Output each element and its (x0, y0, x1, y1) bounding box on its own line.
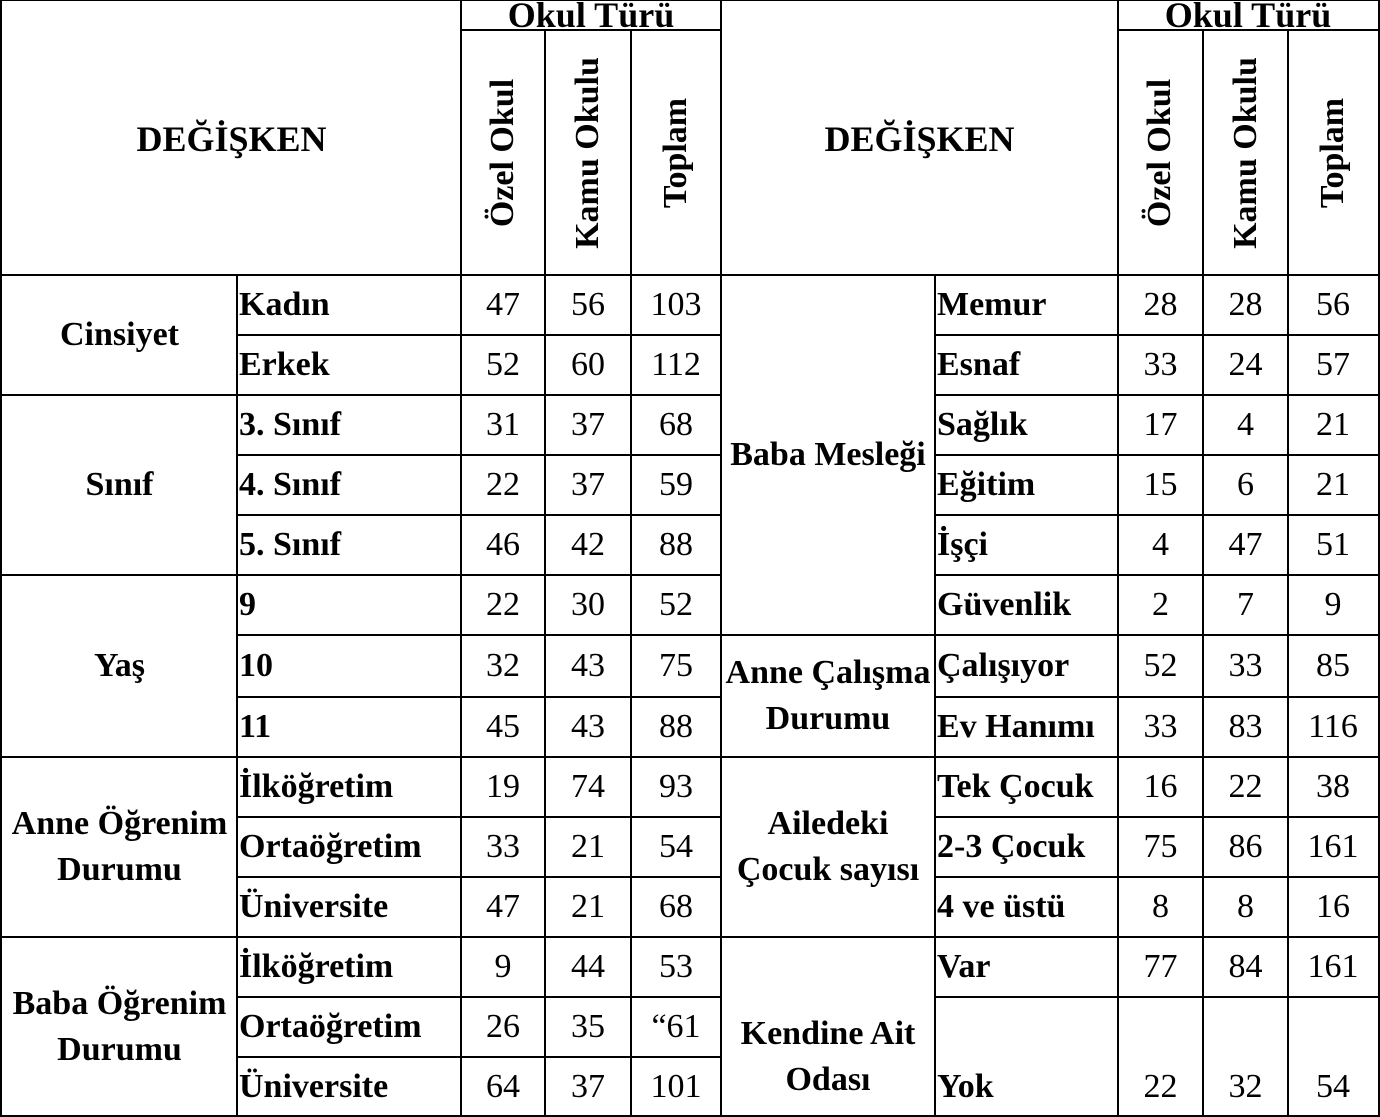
value-kamu-okulu: 32 (1228, 1068, 1263, 1105)
left-groups-group-name: Baba Öğrenim Durumu (12, 985, 227, 1068)
value-kamu-okulu: 21 (571, 888, 605, 925)
row-label: Sağlık (937, 406, 1028, 443)
row-label: Çalışıyor (937, 647, 1070, 684)
value-toplam: 161 (1307, 828, 1359, 865)
value-ozel-okul: 31 (486, 406, 520, 443)
row-label: 4. Sınıf (239, 466, 342, 503)
row-label: Memur (937, 286, 1047, 323)
value-kamu-okulu: 4 (1237, 406, 1254, 443)
left-groups-group-name: Cinsiyet (60, 316, 179, 353)
value-toplam: 103 (650, 286, 702, 323)
value-toplam: 52 (659, 586, 693, 623)
value-toplam: 68 (659, 888, 693, 925)
right-groups-group-name: Anne Çalışma Durumu (725, 654, 931, 737)
value-toplam: 93 (659, 768, 693, 805)
value-ozel-okul: 22 (486, 586, 520, 623)
value-toplam: 9 (1324, 586, 1342, 623)
degisken-header-right: DEĞİŞKEN (824, 119, 1015, 159)
row-label: Var (937, 948, 991, 985)
value-kamu-okulu: 56 (571, 286, 605, 323)
value-kamu-okulu: 21 (571, 828, 605, 865)
value-ozel-okul: 17 (1143, 406, 1178, 443)
okul-turu-header-left: Okul Türü (507, 0, 675, 35)
value-kamu-okulu: 37 (571, 1068, 605, 1105)
value-kamu-okulu: 47 (1228, 526, 1263, 563)
col-header-kamu-right-cell (1203, 30, 1288, 275)
row-label: Üniversite (239, 888, 389, 925)
right-groups-group-name: Ailedeki Çocuk sayısı (736, 805, 920, 888)
value-kamu-okulu: 6 (1237, 466, 1254, 503)
value-toplam: “61 (651, 1008, 701, 1045)
value-ozel-okul: 15 (1143, 466, 1178, 503)
value-ozel-okul: 8 (1152, 888, 1169, 925)
degisken-header-left: DEĞİŞKEN (136, 119, 327, 159)
value-ozel-okul: 4 (1152, 526, 1169, 563)
value-toplam: 161 (1307, 948, 1359, 985)
value-toplam: 75 (659, 647, 693, 684)
value-toplam: 53 (659, 948, 693, 985)
right-groups-group-name: Kendine Ait Odası (740, 1015, 916, 1098)
okul-turu-header-right: Okul Türü (1164, 0, 1332, 35)
value-kamu-okulu: 28 (1228, 286, 1263, 323)
value-kamu-okulu: 7 (1237, 586, 1254, 623)
value-ozel-okul: 26 (486, 1008, 520, 1045)
value-toplam: 59 (659, 466, 693, 503)
col-header-toplam-right-cell (1288, 30, 1378, 275)
value-kamu-okulu: 37 (571, 406, 605, 443)
value-ozel-okul: 45 (486, 708, 520, 745)
value-ozel-okul: 52 (486, 346, 520, 383)
row-label: Tek Çocuk (937, 768, 1094, 805)
value-toplam: 51 (1316, 526, 1350, 563)
value-ozel-okul: 64 (486, 1068, 520, 1105)
row-label: 10 (239, 647, 273, 684)
value-ozel-okul: 47 (486, 888, 520, 925)
row-label: 4 ve üstü (937, 888, 1066, 925)
row-label: 11 (239, 708, 272, 745)
value-kamu-okulu: 35 (571, 1008, 605, 1045)
value-ozel-okul: 33 (486, 828, 520, 865)
row-label: 5. Sınıf (239, 526, 342, 563)
left-groups-group-name: Sınıf (85, 466, 154, 503)
value-toplam: 88 (659, 708, 693, 745)
value-ozel-okul: 2 (1152, 586, 1169, 623)
value-ozel-okul: 47 (486, 286, 520, 323)
row-label: Esnaf (937, 346, 1021, 383)
row-label: Yok (937, 1068, 994, 1105)
col-header-kamu-left: Kamu Okulu (569, 56, 606, 249)
value-toplam: 88 (659, 526, 693, 563)
col-header-toplam-left: Toplam (657, 97, 695, 208)
row-label: 9 (239, 586, 256, 623)
value-toplam: 116 (1308, 708, 1358, 745)
row-label: Güvenlik (937, 586, 1072, 623)
row-label: İlköğretim (239, 768, 394, 805)
value-ozel-okul: 33 (1143, 708, 1178, 745)
value-kamu-okulu: 30 (571, 586, 605, 623)
value-ozel-okul: 22 (486, 466, 520, 503)
col-header-kamu-left-cell (545, 30, 631, 275)
left-groups-group-name: Yaş (93, 647, 146, 684)
row-label: Eğitim (937, 466, 1036, 503)
value-ozel-okul: 77 (1143, 948, 1178, 985)
value-toplam: 21 (1316, 466, 1350, 503)
value-toplam: 38 (1316, 768, 1350, 805)
value-toplam: 101 (650, 1068, 702, 1105)
right-groups-group-name: Baba Mesleği (730, 436, 926, 473)
row-label: Ortaöğretim (239, 828, 422, 865)
row-label: 2-3 Çocuk (937, 828, 1086, 865)
value-ozel-okul: 33 (1143, 346, 1178, 383)
value-ozel-okul: 32 (486, 647, 520, 684)
value-kamu-okulu: 8 (1237, 888, 1254, 925)
value-toplam: 85 (1316, 647, 1350, 684)
value-kamu-okulu: 84 (1228, 948, 1263, 985)
value-kamu-okulu: 42 (571, 526, 605, 563)
row-label: İşçi (937, 526, 988, 563)
col-header-ozel-right: Özel Okul (1141, 78, 1179, 227)
value-kamu-okulu: 83 (1228, 708, 1263, 745)
col-header-toplam-right: Toplam (1314, 97, 1352, 208)
value-ozel-okul: 9 (494, 948, 512, 985)
value-ozel-okul: 52 (1143, 647, 1178, 684)
row-label: Ortaöğretim (239, 1008, 422, 1045)
row-label: Erkek (239, 346, 330, 383)
value-toplam: 57 (1316, 346, 1350, 383)
value-toplam: 16 (1316, 888, 1350, 925)
value-ozel-okul: 46 (486, 526, 520, 563)
value-toplam: 54 (659, 828, 693, 865)
value-toplam: 56 (1316, 286, 1350, 323)
value-kamu-okulu: 86 (1228, 828, 1263, 865)
value-toplam: 54 (1316, 1068, 1350, 1105)
value-kamu-okulu: 44 (571, 948, 605, 985)
value-ozel-okul: 22 (1143, 1068, 1178, 1105)
row-label: Üniversite (239, 1068, 389, 1105)
col-header-toplam-left-cell (631, 30, 721, 275)
row-label: 3. Sınıf (239, 406, 342, 443)
value-kamu-okulu: 37 (571, 466, 605, 503)
row-label: Ev Hanımı (937, 708, 1095, 745)
value-ozel-okul: 19 (486, 768, 520, 805)
value-toplam: 112 (651, 346, 701, 383)
row-label: Kadın (239, 286, 330, 323)
col-header-ozel-left-cell (461, 30, 545, 275)
col-header-ozel-right-cell (1118, 30, 1203, 275)
col-header-kamu-right: Kamu Okulu (1226, 56, 1264, 249)
value-kamu-okulu: 33 (1228, 647, 1263, 684)
col-header-ozel-left: Özel Okul (484, 78, 522, 227)
value-ozel-okul: 28 (1143, 286, 1178, 323)
left-groups-group-name: Anne Öğrenim Durumu (11, 805, 228, 888)
value-ozel-okul: 16 (1143, 768, 1178, 805)
value-kamu-okulu: 74 (571, 768, 605, 805)
value-toplam: 21 (1316, 406, 1350, 443)
value-kamu-okulu: 43 (571, 708, 605, 745)
value-ozel-okul: 75 (1143, 828, 1178, 865)
row-label: İlköğretim (239, 948, 394, 985)
value-toplam: 68 (659, 406, 693, 443)
value-kamu-okulu: 24 (1228, 346, 1263, 383)
value-kamu-okulu: 22 (1228, 768, 1263, 805)
value-kamu-okulu: 60 (571, 346, 605, 383)
value-kamu-okulu: 43 (571, 647, 605, 684)
